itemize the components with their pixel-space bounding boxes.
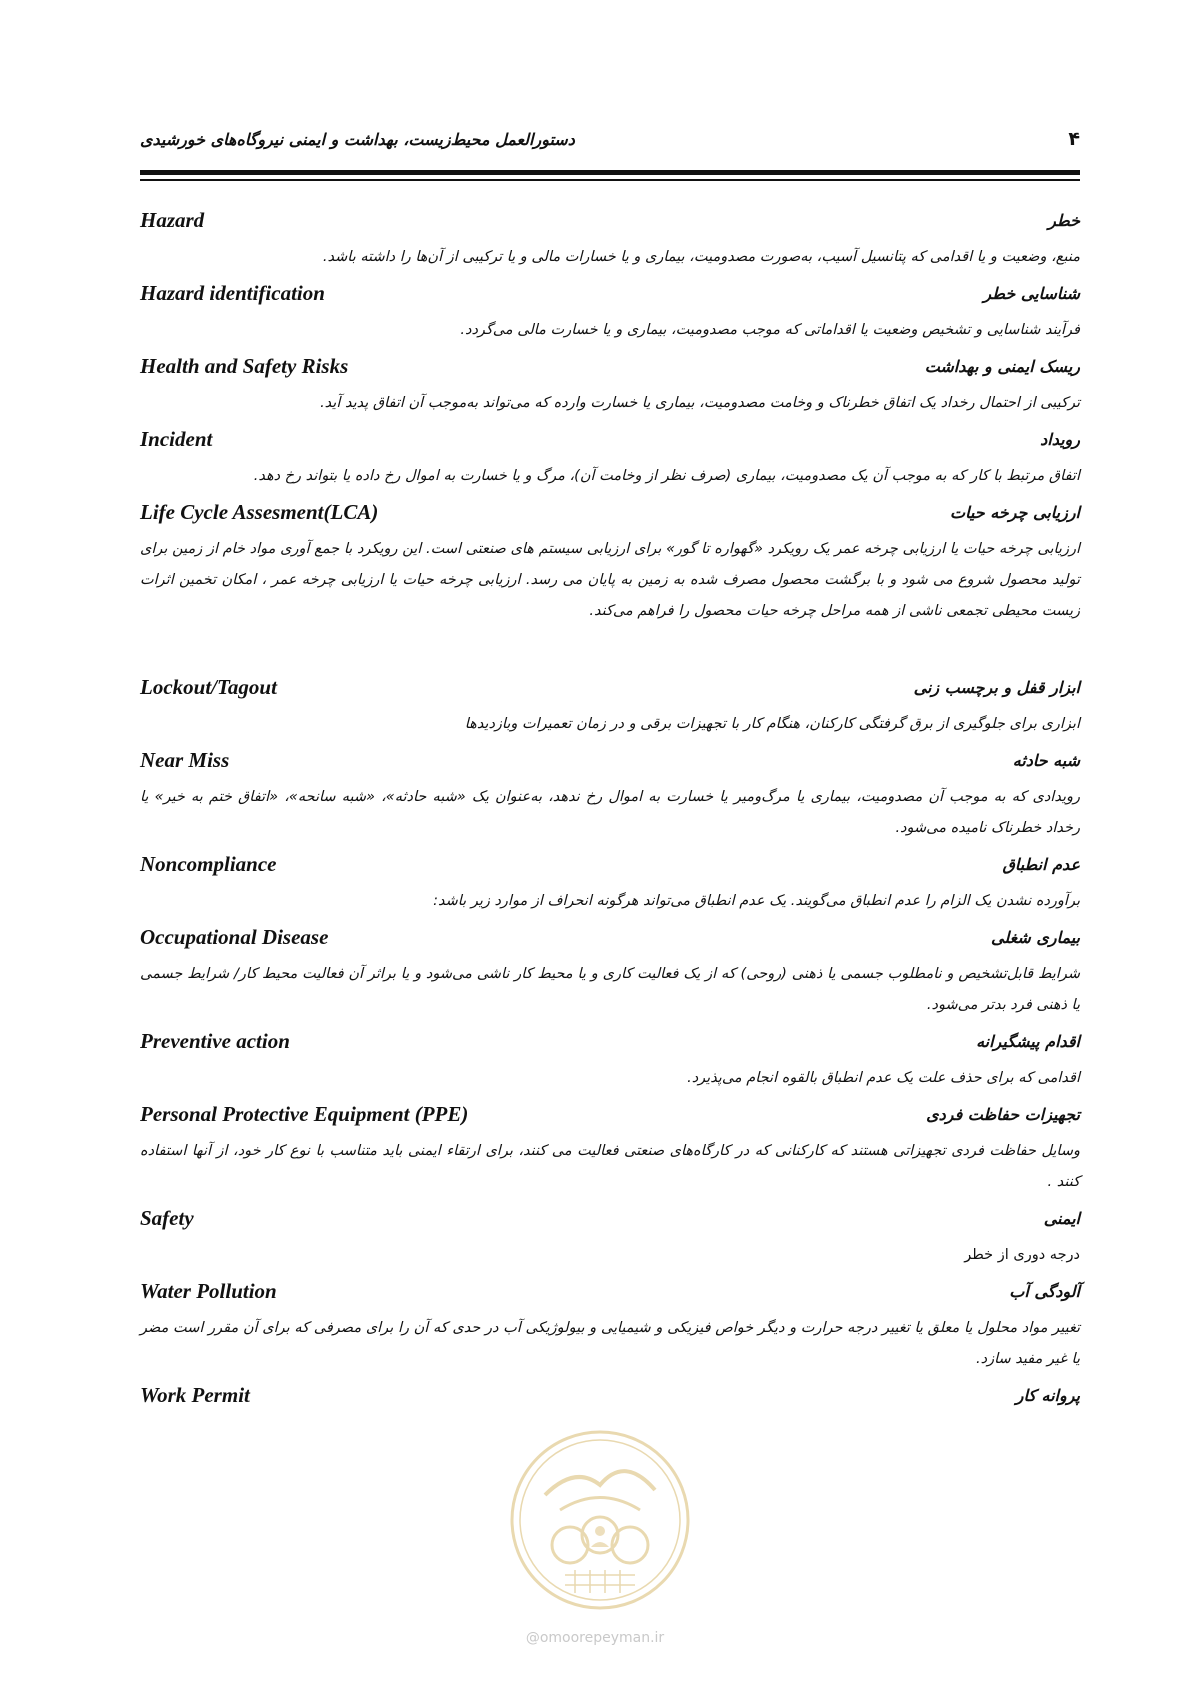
term-persian: اقدام پیشگیرانه bbox=[976, 1032, 1080, 1051]
glossary-entry-safety bbox=[140, 1206, 1080, 1271]
glossary-entry-water-pollution bbox=[140, 1279, 1080, 1375]
glossary-entry-near-miss bbox=[140, 748, 1080, 844]
term-persian: عدم انطباق bbox=[1002, 855, 1080, 874]
header-rule-thin bbox=[140, 179, 1080, 181]
spacer bbox=[140, 635, 1080, 675]
term-definition: ابزاری برای جلوگیری از برق گرفتگی کارکنان، هنگام کار با تجهیزات برقی و در زمان تعمیرات وبازدیدها bbox=[464, 716, 1080, 732]
term-definition: اقدامی که برای حذف علت یک عدم انطباق بالقوه انجام می‌پذیرد. bbox=[687, 1070, 1080, 1086]
term-definition: فرآیند شناسایی و تشخیص وضعیت یا اقداماتی که موجب مصدومیت، بیماری و یا خسارت مالی می‌گردد. bbox=[460, 322, 1080, 338]
term-english: Preventive action bbox=[140, 1029, 290, 1053]
term-english: Safety bbox=[140, 1206, 194, 1230]
page-header bbox=[140, 128, 1080, 158]
term-definition: درجه دوری از خطر bbox=[964, 1247, 1080, 1263]
term-english: Water Pollution bbox=[140, 1279, 277, 1303]
term-definition: تغییر مواد محلول یا معلق یا تغییر درجه حرارت و دیگر خواص فیزیکی و شیمیایی و بیولوژیکی آب در حدی که آن را برای مصرفی که برای آن مقرر است مضر یا غیر مفید سازد. bbox=[140, 1320, 1080, 1367]
term-persian: ریسک ایمنی و بهداشت bbox=[924, 357, 1080, 376]
term-definition: وسایل حفاظت فردی تجهیزاتی هستند که کارکنانی که در کارگاه‌های صنعتی فعالیت می کنند، برای ارتقاء ایمنی باید متناسب با نوع کار خود، از آنها استفاده کنند . bbox=[140, 1143, 1080, 1190]
term-definition: منبع، وضعیت و یا اقدامی که پتانسیل آسیب، به‌صورت مصدومیت، بیماری و یا خسارات مالی و یا ترکیبی از آن‌ها را داشته باشد. bbox=[322, 249, 1080, 265]
glossary-entry-work-permit bbox=[140, 1383, 1080, 1411]
glossary-entry-noncompliance bbox=[140, 852, 1080, 917]
glossary-entry-occupational-disease bbox=[140, 925, 1080, 1021]
term-persian: خطر bbox=[1048, 211, 1080, 230]
term-persian: تجهیزات حفاظت فردی bbox=[926, 1105, 1080, 1124]
term-english: Incident bbox=[140, 427, 213, 451]
watermark-logo-icon bbox=[505, 1425, 695, 1615]
page-number: ۴ bbox=[1068, 128, 1080, 150]
term-english: Personal Protective Equipment (PPE) bbox=[140, 1102, 469, 1126]
term-english: Work Permit bbox=[140, 1383, 250, 1407]
glossary-entry-hazard-identification bbox=[140, 281, 1080, 346]
term-english: Hazard identification bbox=[140, 281, 325, 305]
term-definition: ترکیبی از احتمال رخداد یک اتفاق خطرناک و وخامت مصدومیت، بیماری یا خسارت وارده که می‌تواند به‌موجب آن اتفاق پدید آید. bbox=[320, 395, 1080, 411]
term-english: Life Cycle Assesment(LCA) bbox=[140, 500, 379, 524]
term-persian: پروانه کار bbox=[1015, 1386, 1080, 1405]
term-persian: رویداد bbox=[1040, 430, 1080, 449]
term-persian: آلودگی آب bbox=[1009, 1282, 1080, 1301]
term-english: Near Miss bbox=[140, 748, 230, 772]
term-english: Lockout/Tagout bbox=[140, 675, 277, 699]
term-persian: شناسایی خطر bbox=[983, 284, 1080, 303]
term-english: Health and Safety Risks bbox=[140, 354, 349, 378]
running-title: دستورالعمل محیط‌زیست، بهداشت و ایمنی نیروگاه‌های خورشیدی bbox=[140, 130, 575, 149]
term-english: Occupational Disease bbox=[140, 925, 329, 949]
watermark-url: @omoorepeyman.ir bbox=[525, 1630, 665, 1646]
term-definition: برآورده نشدن یک الزام را عدم انطباق می‌گویند. یک عدم انطباق می‌تواند هرگونه انحراف از موارد زیر باشد: bbox=[433, 893, 1080, 909]
term-english: Noncompliance bbox=[140, 852, 277, 876]
glossary-entry-lca bbox=[140, 500, 1080, 627]
term-definition: رویدادی که به موجب آن مصدومیت، بیماری یا مرگ‌ومیر یا خسارت به اموال رخ ندهد، به‌عنوان یک «شبه حادثه»، «شبه سانحه»، «اتفاق ختم به خیر» یا رخداد خطرناک نامیده می‌شود. bbox=[140, 789, 1080, 836]
term-definition: ارزیابی چرخه حیات یا ارزیابی چرخه عمر یک رویکرد «گهواره تا گور» برای ارزیابی سیستم های صنعتی است. این رویکرد با جمع آوری مواد خام از زمین برای تولید محصول شروع می شود و با برگشت محصول مصرف شده به زمین به پایان می رسد. ارزیابی چرخه حیات یا ارزیابی چرخه عمر ، امکان تخمین اثرات زیست محیطی تجمعی ناشی از همه مراحل چرخه حیات محصول را فراهم می‌کند. bbox=[140, 541, 1080, 619]
glossary-entry-health-safety-risks bbox=[140, 354, 1080, 419]
glossary bbox=[140, 208, 1080, 1411]
term-persian: شبه حادثه bbox=[1012, 751, 1080, 770]
header-rule-thick bbox=[140, 170, 1080, 175]
glossary-entry-ppe bbox=[140, 1102, 1080, 1198]
term-persian: ابزار قفل و برچسب زنی bbox=[913, 678, 1080, 697]
term-english: Hazard bbox=[140, 208, 205, 232]
term-definition: شرایط قابل‌تشخیص و نامطلوب جسمی یا ذهنی (روحی) که از یک فعالیت کاری و یا محیط کار ناشی می‌شود و یا براثر آن فعالیت محیط کار/ شرایط جسمی یا ذهنی فرد بدتر می‌شود. bbox=[140, 966, 1080, 1013]
term-persian: بیماری شغلی bbox=[991, 928, 1080, 947]
glossary-entry-incident bbox=[140, 427, 1080, 492]
term-persian: ایمنی bbox=[1043, 1209, 1080, 1228]
glossary-entry-hazard bbox=[140, 208, 1080, 273]
term-definition: اتفاق مرتبط با کار که به موجب آن یک مصدومیت، بیماری (صرف نظر از وخامت آن)، مرگ و یا خسارت به اموال رخ داده یا بتواند رخ دهد. bbox=[253, 468, 1080, 484]
term-persian: ارزیابی چرخه حیات bbox=[950, 503, 1080, 522]
glossary-entry-preventive-action bbox=[140, 1029, 1080, 1094]
glossary-entry-lockout-tagout bbox=[140, 675, 1080, 740]
